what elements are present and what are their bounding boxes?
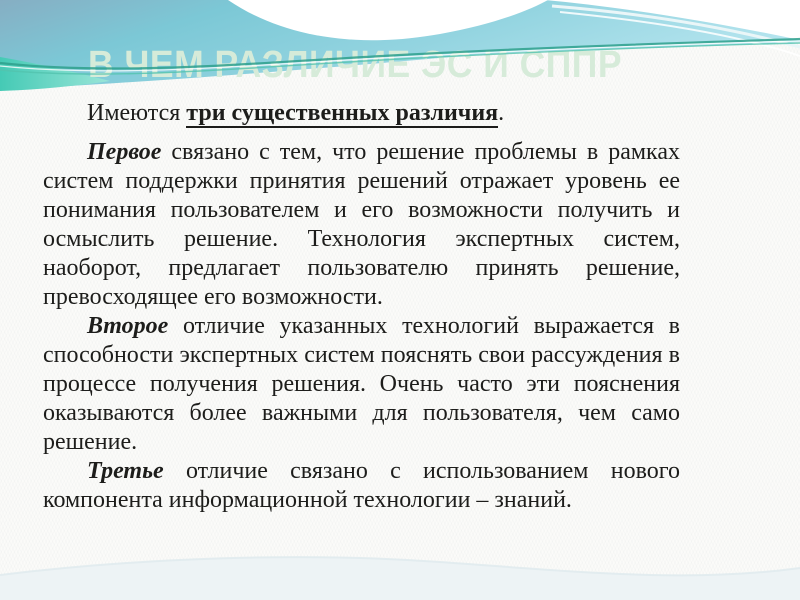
intro-prefix: Имеются bbox=[87, 100, 187, 126]
paragraph-second-lead: Второе bbox=[87, 313, 169, 339]
paragraph-first bbox=[43, 138, 680, 312]
paragraph-third-lead: Третье bbox=[87, 458, 164, 484]
slide-title: В ЧЕМ РАЗЛИЧИЕ ЭС И СППР bbox=[88, 44, 622, 86]
paragraph-third-text: отличие связано с использованием нового компонента информационной технологии – знаний. bbox=[43, 458, 680, 513]
paragraph-first-lead: Первое bbox=[87, 139, 162, 165]
intro-emphasis: три существенных различия bbox=[186, 100, 499, 126]
paragraph-first-text: связано с тем, что решение проблемы в рамках систем поддержки принятия решений отражает уровень ее понимания пользователем и его возможности получить и осмыслить решение. Технология экспертных систем, наоборот, предлагает пользователю принять решение, превосходящее его возможности. bbox=[43, 139, 680, 310]
bottom-wave-decoration bbox=[0, 530, 800, 600]
paragraph-second bbox=[43, 312, 680, 457]
paragraph-third bbox=[43, 457, 680, 515]
intro-line bbox=[43, 99, 680, 128]
paragraph-second-text: отличие указанных технологий выражается в способности экспертных систем пояснять свои рассуждения в процессе получения решения. Очень часто эти пояснения оказываются более важными для пользователя, чем само решение. bbox=[43, 313, 680, 455]
slide-body bbox=[43, 99, 680, 515]
intro-suffix: . bbox=[498, 100, 505, 126]
